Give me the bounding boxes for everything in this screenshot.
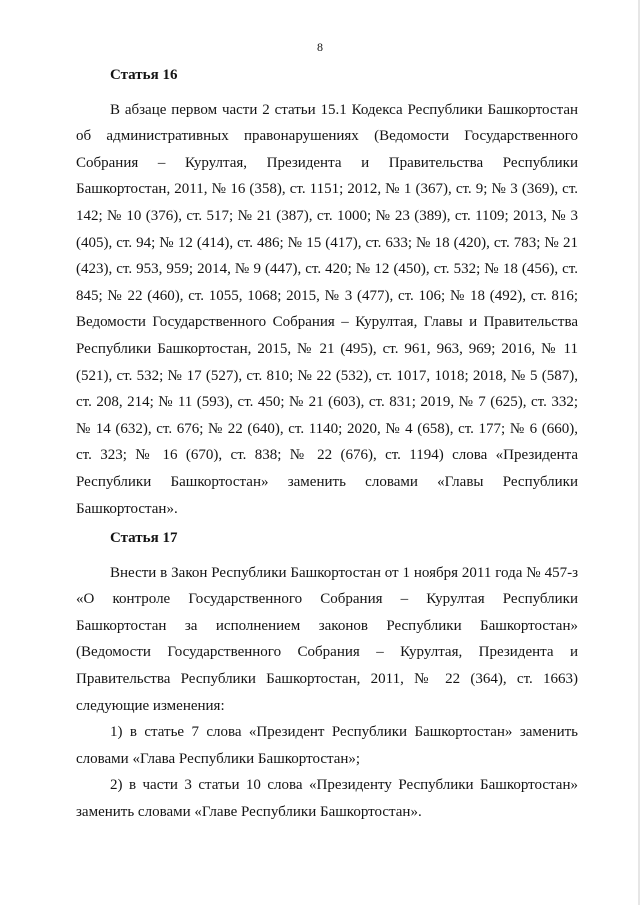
page-number: 8: [317, 40, 323, 54]
article-17-heading: Статья 17: [110, 530, 178, 546]
article-17: [76, 525, 578, 826]
article-16-heading: Статья 16: [110, 67, 178, 83]
article-17-item-2: 2) в части 3 статьи 10 слова «Президенту Республики Башкортостан» заменить словами «Главе Республики Башкортостан».: [76, 777, 578, 820]
article-16: [76, 62, 578, 522]
article-17-intro: Внести в Закон Республики Башкортостан от 1 ноября 2011 года № 457-з «О контроле Государственного Собрания – Курултая Республики Башкортостан за исполнением законов Республики Башкортостан» (Ведомости Государственного Собрания – Курултая, Президента и Правительства Республики Башкортостан, 2011, № 22 (364), ст. 1663) следующие изменения:: [76, 564, 578, 714]
article-16-paragraph: В абзаце первом части 2 статьи 15.1 Кодекса Республики Башкортостан об административных правонарушениях (Ведомости Государственного Собрания – Курултая, Президента и Правительства Республики Башкортостан, 2011, № 16 (358), ст. 1151; 2012, № 1 (367), ст. 9; № 3 (369), ст. 142; № 10 (376), ст. 517; № 21 (387), ст. 1000; № 23 (389), ст. 1109; 2013, № 3 (405), ст. 94; № 12 (414), ст. 486; № 15 (417), ст. 633; № 18 (420), ст. 783; № 21 (423), ст. 953, 959; 2014, № 9 (447), ст. 420; № 12 (450), ст. 532; № 18 (456), ст. 845; № 22 (460), ст. 1055, 1068; 2015, № 3 (477), ст. 106; № 18 (492), ст. 816; Ведомости Государственного Собрания – Курултая, Главы и Правительства Республики Башкортостан, 2015, № 21 (495), ст. 961, 963, 969; 2016, № 11 (521), ст. 532; № 17 (527), ст. 810; № 22 (532), ст. 1017, 1018; 2018, № 5 (587), ст. 208, 214; № 11 (593), ст. 450; № 21 (603), ст. 831; 2019, № 7 (625), ст. 332; № 14 (632), ст. 676; № 22 (640), ст. 1140; 2020, № 4 (658), ст. 177; № 6 (660), ст. 323; № 16 (670), ст. 838; № 22 (676), ст. 1194) слова «Президента Республики Башкортостан» заменить словами «Главы Республики Башкортостан».: [76, 101, 578, 517]
article-17-item-1: 1) в статье 7 слова «Президент Республики Башкортостан» заменить словами «Глава Республики Башкортостан»;: [76, 724, 578, 767]
